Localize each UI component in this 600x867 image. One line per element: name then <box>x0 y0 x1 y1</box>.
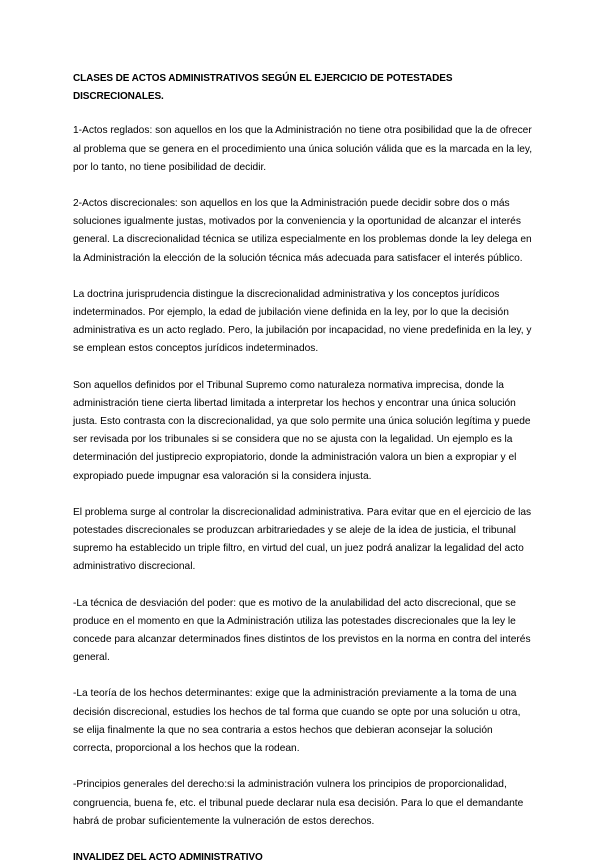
document-title: CLASES DE ACTOS ADMINISTRATIVOS SEGÚN EL EJERCICIO DE POTESTADES DISCRECIONALES. <box>73 73 453 103</box>
paragraph-tribunal-supremo: Son aquellos definidos por el Tribunal Supremo como naturaleza normativa imprecisa, donde la administración tiene cierta libertad limitada a interpretar los hechos y encontrar una única solución justa. Esto contrasta con la discrecionalidad, ya que solo permite una única solución legítima y puede ser revisada por los tribunales si se considera que no se ajusta con la legalidad. Un ejemplo es la determinación del justiprecio expropiatorio, donde la administración valora un bien a expropiar y el expropiado puede impugnar esa valoración si la considera injusta. <box>73 379 531 482</box>
section-title-invalidez: INVALIDEZ DEL ACTO ADMINISTRATIVO <box>73 851 263 863</box>
paragraph-hechos-determinantes: -La teoría de los hechos determinantes: exige que la administración previamente a la toma de una decisión discrecional, estudies los hechos de tal forma que cuando se opte por una solución u otra, se elija finalmente la que no sea contraria a estos hechos que debieran aconsejar la solución correcta, proporcional a los hechos que la rodean. <box>73 688 521 755</box>
paragraph-actos-reglados: 1-Actos reglados: son aquellos en los que la Administración no tiene otra posibilidad que la de ofrecer al problema que se genera en el procedimiento una única solución válida que es la marcada en la ley, por lo tanto, no tiene posibilidad de decidir. <box>73 125 533 173</box>
paragraph-actos-discrecionales: 2-Actos discrecionales: son aquellos en los que la Administración puede decidir sobre dos o más soluciones igualmente justas, motivados por la conveniencia y la oportunidad de alcanzar el interés general. La discrecionalidad técnica se utiliza especialmente en los problemas donde la ley delega en la Administración la elección de la solución técnica más adecuada para satisfacer el interés público. <box>73 198 532 264</box>
paragraph-principios-generales: -Principios generales del derecho:si la administración vulnera los principios de proporcionalidad, congruencia, buena fe, etc. el tribunal puede declarar nula esa decisión. Para lo que el demandante habrá de probar suficientemente la vulneración de estos derechos. <box>73 779 524 827</box>
paragraph-desviacion-poder: -La técnica de desviación del poder: que es motivo de la anulabilidad del acto discrecional, que se produce en el momento en que la Administración utiliza las potestades discrecionales que la ley le concede para alcanzar determinados fines distintos de los previstos en la norma en contra del interés general. <box>73 597 531 664</box>
paragraph-control-discrecionalidad: El problema surge al controlar la discrecionalidad administrativa. Para evitar que en el ejercicio de las potestades discrecionales se produzcan arbitrariedades y se aleje de la idea de justicia, el tribunal supremo ha establecido un triple filtro, en virtud del cual, un juez podrá analizar la legalidad del acto administrativo discrecional. <box>73 506 532 573</box>
paragraph-doctrina-jurisprudencia: La doctrina jurisprudencia distingue la discrecionalidad administrativa y los conceptos jurídicos indeterminados. Por ejemplo, la edad de jubilación viene definida en la ley, por lo que la decisión administrativa es un acto reglado. Pero, la jubilación por incapacidad, no viene predefinida en la ley, y se emplean estos conceptos jurídicos indeterminados. <box>73 288 532 355</box>
document-page <box>73 70 533 867</box>
